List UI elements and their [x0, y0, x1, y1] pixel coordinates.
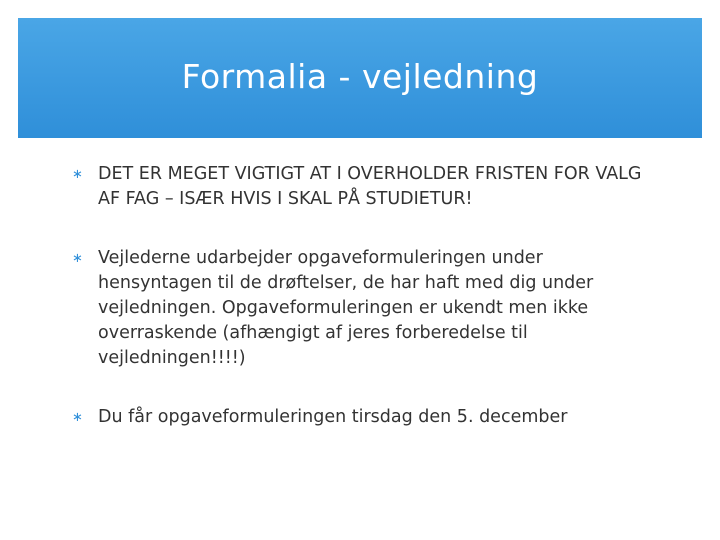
bullet-text: Vejlederne udarbejder opgaveformuleringen under hensyntagen til de drøftelser, de har haft med dig under vejledningen. Opgaveformuleringen er ukendt men ikke overraskende (afhængigt af jeres forberedelse til vejledningen!!!!): [98, 248, 594, 368]
bullet-list: [70, 162, 650, 430]
asterisk-bullet-icon: ∗: [72, 251, 83, 266]
bullet-item: [70, 405, 650, 430]
asterisk-bullet-icon: ∗: [72, 167, 83, 182]
slide-title: Formalia - vejledning: [181, 56, 539, 96]
title-banner: [18, 18, 702, 138]
bullet-text: DET ER MEGET VIGTIGT AT I OVERHOLDER FRISTEN FOR VALG AF FAG – ISÆR HVIS I SKAL PÅ STUDIETUR!: [98, 164, 642, 209]
bullet-item: [70, 246, 650, 371]
bullet-text: Du får opgaveformuleringen tirsdag den 5. december: [98, 407, 568, 427]
bullet-item: [70, 162, 650, 212]
asterisk-bullet-icon: ∗: [72, 410, 83, 425]
